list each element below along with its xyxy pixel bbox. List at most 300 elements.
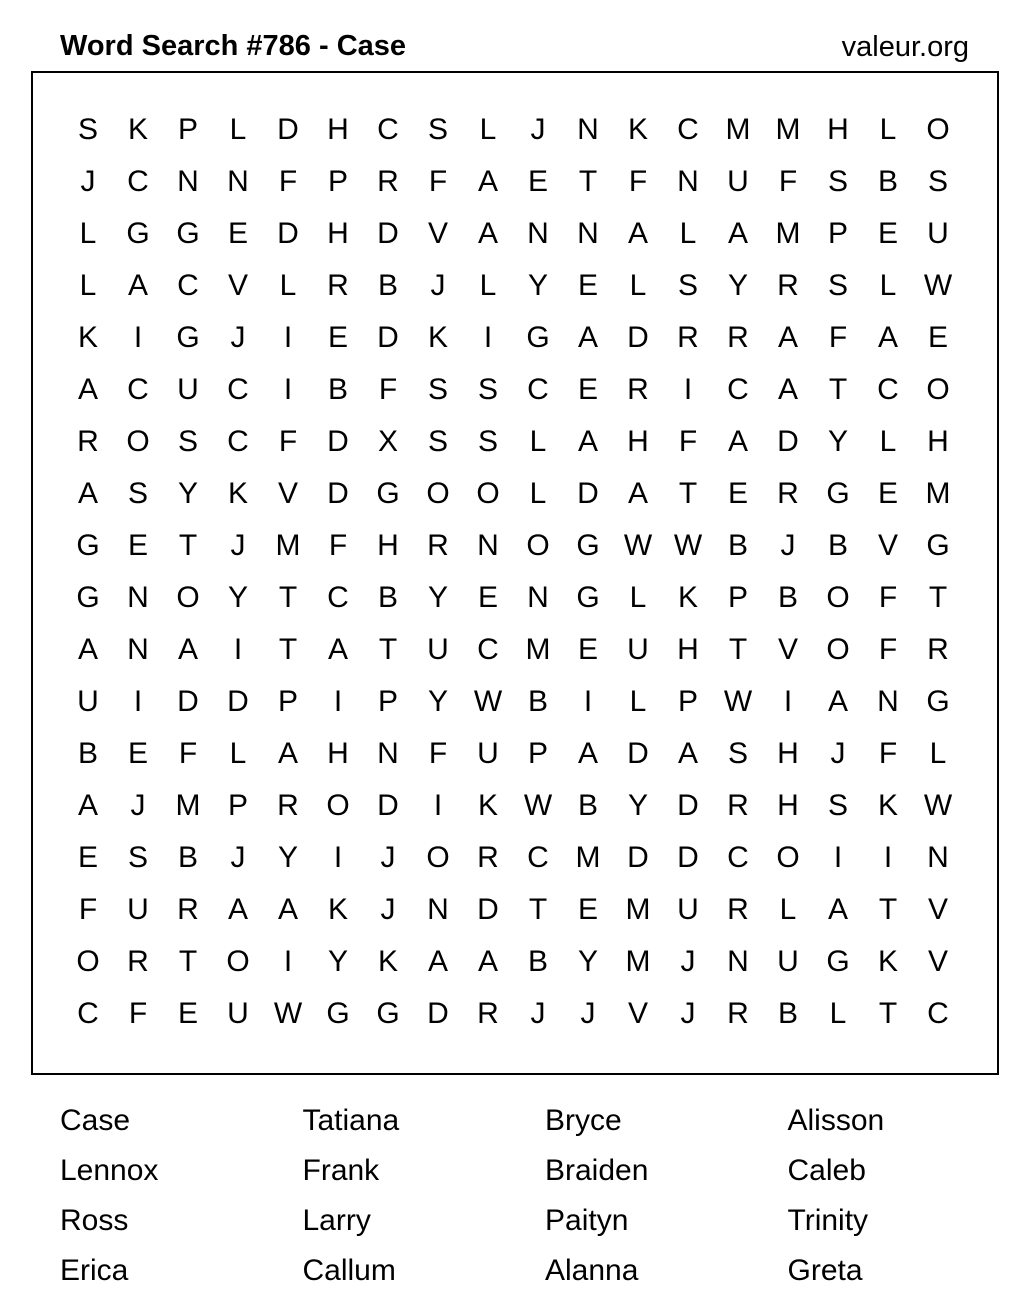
grid-letter[interactable]: O <box>426 477 450 510</box>
grid-letter[interactable]: F <box>428 737 448 770</box>
grid-letter[interactable]: A <box>477 945 498 978</box>
grid-letter[interactable]: A <box>777 321 798 354</box>
grid-letter[interactable]: E <box>127 529 148 562</box>
grid-letter[interactable]: S <box>427 373 448 406</box>
grid-letter[interactable]: W <box>473 685 503 718</box>
grid-letter[interactable]: O <box>126 425 150 458</box>
grid-letter[interactable]: I <box>833 841 843 874</box>
grid-letter[interactable]: I <box>233 633 243 666</box>
grid-letter[interactable]: W <box>623 529 653 562</box>
grid-letter[interactable]: T <box>828 373 848 406</box>
grid-letter[interactable]: O <box>926 373 950 406</box>
grid-letter[interactable]: Y <box>227 581 248 614</box>
grid-letter[interactable]: C <box>927 997 949 1030</box>
grid-letter[interactable]: T <box>278 581 298 614</box>
grid-letter[interactable]: B <box>327 373 348 406</box>
grid-letter[interactable]: F <box>828 321 848 354</box>
grid-letter[interactable]: L <box>229 737 247 770</box>
grid-letter[interactable]: Y <box>277 841 298 874</box>
grid-letter[interactable]: E <box>527 165 548 198</box>
grid-letter[interactable]: C <box>327 581 349 614</box>
grid-letter[interactable]: A <box>77 373 98 406</box>
grid-letter[interactable]: G <box>576 581 600 614</box>
grid-letter[interactable]: U <box>727 165 749 198</box>
grid-letter[interactable]: L <box>79 269 97 302</box>
grid-letter[interactable]: U <box>677 893 699 926</box>
grid-letter[interactable]: C <box>127 165 149 198</box>
grid-letter[interactable]: H <box>777 789 799 822</box>
grid-letter[interactable]: M <box>275 529 301 562</box>
grid-letter[interactable]: W <box>923 789 953 822</box>
grid-letter[interactable]: J <box>530 997 546 1030</box>
grid-letter[interactable]: K <box>677 581 698 614</box>
grid-letter[interactable]: J <box>230 841 246 874</box>
grid-letter[interactable]: E <box>877 477 898 510</box>
grid-letter[interactable]: K <box>477 789 498 822</box>
grid-letter[interactable]: G <box>826 945 850 978</box>
grid-letter[interactable]: G <box>576 529 600 562</box>
grid-letter[interactable]: F <box>678 425 698 458</box>
grid-letter[interactable]: A <box>127 269 148 302</box>
grid-letter[interactable]: A <box>877 321 898 354</box>
grid-letter[interactable]: S <box>827 165 848 198</box>
grid-letter[interactable]: C <box>527 373 549 406</box>
grid-letter[interactable]: I <box>783 685 793 718</box>
grid-letter[interactable]: F <box>428 165 448 198</box>
grid-letter[interactable]: R <box>727 893 749 926</box>
grid-letter[interactable]: L <box>779 893 797 926</box>
grid-letter[interactable]: T <box>178 945 198 978</box>
grid-letter[interactable]: N <box>577 217 599 250</box>
grid-letter[interactable]: P <box>677 685 698 718</box>
grid-letter[interactable]: D <box>677 789 699 822</box>
grid-letter[interactable]: B <box>777 997 798 1030</box>
grid-letter[interactable]: L <box>629 685 647 718</box>
grid-letter[interactable]: U <box>427 633 449 666</box>
grid-letter[interactable]: A <box>827 685 848 718</box>
grid-letter[interactable]: T <box>928 581 948 614</box>
grid-letter[interactable]: L <box>879 425 897 458</box>
grid-letter[interactable]: Y <box>427 581 448 614</box>
grid-letter[interactable]: W <box>723 685 753 718</box>
grid-letter[interactable]: R <box>727 997 749 1030</box>
grid-letter[interactable]: H <box>777 737 799 770</box>
grid-letter[interactable]: T <box>178 529 198 562</box>
grid-letter[interactable]: D <box>327 425 349 458</box>
grid-letter[interactable]: D <box>327 477 349 510</box>
grid-letter[interactable]: U <box>177 373 199 406</box>
grid-letter[interactable]: K <box>327 893 348 926</box>
grid-letter[interactable]: J <box>780 529 796 562</box>
grid-letter[interactable]: I <box>283 321 293 354</box>
grid-letter[interactable]: R <box>127 945 149 978</box>
grid-letter[interactable]: L <box>629 269 647 302</box>
grid-letter[interactable]: B <box>877 165 898 198</box>
grid-letter[interactable]: K <box>627 113 648 146</box>
grid-letter[interactable]: O <box>76 945 100 978</box>
grid-letter[interactable]: R <box>177 893 199 926</box>
grid-letter[interactable]: I <box>883 841 893 874</box>
grid-letter[interactable]: A <box>177 633 198 666</box>
grid-letter[interactable]: G <box>76 529 100 562</box>
grid-letter[interactable]: B <box>527 945 548 978</box>
grid-letter[interactable]: C <box>527 841 549 874</box>
grid-letter[interactable]: K <box>877 945 898 978</box>
grid-letter[interactable]: L <box>929 737 947 770</box>
grid-letter[interactable]: P <box>727 581 748 614</box>
grid-letter[interactable]: B <box>77 737 98 770</box>
grid-letter[interactable]: F <box>278 165 298 198</box>
grid-letter[interactable]: T <box>378 633 398 666</box>
grid-letter[interactable]: G <box>926 529 950 562</box>
grid-letter[interactable]: C <box>227 425 249 458</box>
grid-letter[interactable]: K <box>427 321 448 354</box>
grid-letter[interactable]: S <box>727 737 748 770</box>
grid-letter[interactable]: N <box>427 893 449 926</box>
grid-letter[interactable]: O <box>826 633 850 666</box>
grid-letter[interactable]: L <box>479 113 497 146</box>
grid-letter[interactable]: I <box>483 321 493 354</box>
grid-letter[interactable]: K <box>127 113 148 146</box>
grid-letter[interactable]: D <box>277 217 299 250</box>
grid-letter[interactable]: X <box>377 425 398 458</box>
grid-letter[interactable]: A <box>577 321 598 354</box>
grid-letter[interactable]: T <box>528 893 548 926</box>
grid-letter[interactable]: G <box>526 321 550 354</box>
grid-letter[interactable]: J <box>80 165 96 198</box>
grid-letter[interactable]: R <box>277 789 299 822</box>
grid-letter[interactable]: W <box>673 529 703 562</box>
grid-letter[interactable]: A <box>227 893 248 926</box>
grid-letter[interactable]: R <box>927 633 949 666</box>
grid-letter[interactable]: P <box>327 165 348 198</box>
grid-letter[interactable]: D <box>377 321 399 354</box>
grid-letter[interactable]: O <box>826 581 850 614</box>
grid-letter[interactable]: E <box>727 477 748 510</box>
grid-letter[interactable]: D <box>677 841 699 874</box>
grid-letter[interactable]: R <box>477 841 499 874</box>
grid-letter[interactable]: W <box>923 269 953 302</box>
grid-letter[interactable]: E <box>577 633 598 666</box>
grid-letter[interactable]: D <box>777 425 799 458</box>
grid-letter[interactable]: R <box>727 789 749 822</box>
grid-letter[interactable]: S <box>427 113 448 146</box>
grid-letter[interactable]: P <box>277 685 298 718</box>
grid-letter[interactable]: E <box>877 217 898 250</box>
grid-letter[interactable]: I <box>283 945 293 978</box>
grid-letter[interactable]: C <box>227 373 249 406</box>
grid-letter[interactable]: C <box>727 841 749 874</box>
grid-letter[interactable]: P <box>827 217 848 250</box>
grid-letter[interactable]: L <box>679 217 697 250</box>
grid-letter[interactable]: D <box>577 477 599 510</box>
grid-letter[interactable]: L <box>479 269 497 302</box>
grid-letter[interactable]: H <box>677 633 699 666</box>
grid-letter[interactable]: Y <box>327 945 348 978</box>
grid-letter[interactable]: O <box>776 841 800 874</box>
grid-letter[interactable]: A <box>477 165 498 198</box>
grid-letter[interactable]: R <box>727 321 749 354</box>
grid-letter[interactable]: F <box>378 373 398 406</box>
grid-letter[interactable]: A <box>627 477 648 510</box>
grid-letter[interactable]: L <box>629 581 647 614</box>
grid-letter[interactable]: P <box>527 737 548 770</box>
grid-letter[interactable]: E <box>77 841 98 874</box>
grid-letter[interactable]: D <box>627 321 649 354</box>
grid-letter[interactable]: Y <box>827 425 848 458</box>
grid-letter[interactable]: D <box>627 737 649 770</box>
grid-letter[interactable]: V <box>927 893 948 926</box>
grid-letter[interactable]: N <box>477 529 499 562</box>
grid-letter[interactable]: H <box>327 217 349 250</box>
grid-letter[interactable]: I <box>133 321 143 354</box>
grid-letter[interactable]: T <box>878 893 898 926</box>
grid-letter[interactable]: L <box>829 997 847 1030</box>
grid-letter[interactable]: V <box>627 997 648 1030</box>
grid-letter[interactable]: J <box>130 789 146 822</box>
grid-letter[interactable]: K <box>77 321 98 354</box>
grid-letter[interactable]: S <box>177 425 198 458</box>
grid-letter[interactable]: U <box>227 997 249 1030</box>
grid-letter[interactable]: K <box>227 477 248 510</box>
grid-letter[interactable]: S <box>927 165 948 198</box>
grid-letter[interactable]: U <box>777 945 799 978</box>
grid-letter[interactable]: T <box>678 477 698 510</box>
grid-letter[interactable]: T <box>728 633 748 666</box>
grid-letter[interactable]: B <box>577 789 598 822</box>
grid-letter[interactable]: D <box>377 217 399 250</box>
grid-letter[interactable]: F <box>278 425 298 458</box>
grid-letter[interactable]: E <box>227 217 248 250</box>
grid-letter[interactable]: A <box>477 217 498 250</box>
grid-letter[interactable]: D <box>227 685 249 718</box>
grid-letter[interactable]: D <box>627 841 649 874</box>
grid-letter[interactable]: G <box>126 217 150 250</box>
grid-letter[interactable]: N <box>927 841 949 874</box>
grid-letter[interactable]: Y <box>527 269 548 302</box>
grid-letter[interactable]: B <box>827 529 848 562</box>
grid-letter[interactable]: N <box>877 685 899 718</box>
grid-letter[interactable]: V <box>927 945 948 978</box>
grid-letter[interactable]: L <box>79 217 97 250</box>
grid-letter[interactable]: J <box>380 893 396 926</box>
grid-letter[interactable]: A <box>577 737 598 770</box>
grid-letter[interactable]: W <box>523 789 553 822</box>
grid-letter[interactable]: E <box>577 373 598 406</box>
grid-letter[interactable]: J <box>230 321 246 354</box>
grid-letter[interactable]: H <box>827 113 849 146</box>
grid-letter[interactable]: C <box>727 373 749 406</box>
grid-letter[interactable]: K <box>377 945 398 978</box>
grid-letter[interactable]: R <box>327 269 349 302</box>
grid-letter[interactable]: F <box>878 633 898 666</box>
grid-letter[interactable]: G <box>176 217 200 250</box>
grid-letter[interactable]: G <box>76 581 100 614</box>
grid-letter[interactable]: F <box>178 737 198 770</box>
grid-letter[interactable]: E <box>177 997 198 1030</box>
grid-letter[interactable]: A <box>727 217 748 250</box>
grid-letter[interactable]: C <box>127 373 149 406</box>
grid-letter[interactable]: I <box>433 789 443 822</box>
grid-letter[interactable]: S <box>477 425 498 458</box>
grid-letter[interactable]: I <box>333 685 343 718</box>
grid-letter[interactable]: L <box>879 269 897 302</box>
grid-letter[interactable]: R <box>477 997 499 1030</box>
grid-letter[interactable]: H <box>377 529 399 562</box>
grid-letter[interactable]: B <box>777 581 798 614</box>
grid-letter[interactable]: N <box>727 945 749 978</box>
grid-letter[interactable]: J <box>830 737 846 770</box>
grid-letter[interactable]: V <box>277 477 298 510</box>
grid-letter[interactable]: S <box>427 425 448 458</box>
grid-letter[interactable]: M <box>725 113 751 146</box>
grid-letter[interactable]: F <box>878 581 898 614</box>
grid-letter[interactable]: O <box>176 581 200 614</box>
grid-letter[interactable]: E <box>127 737 148 770</box>
grid-letter[interactable]: A <box>277 893 298 926</box>
grid-letter[interactable]: F <box>778 165 798 198</box>
grid-letter[interactable]: R <box>777 477 799 510</box>
grid-letter[interactable]: S <box>677 269 698 302</box>
grid-letter[interactable]: L <box>879 113 897 146</box>
grid-letter[interactable]: D <box>377 789 399 822</box>
grid-letter[interactable]: A <box>577 425 598 458</box>
grid-letter[interactable]: T <box>878 997 898 1030</box>
grid-letter[interactable]: N <box>527 217 549 250</box>
grid-letter[interactable]: Y <box>177 477 198 510</box>
grid-letter[interactable]: O <box>476 477 500 510</box>
grid-letter[interactable]: N <box>377 737 399 770</box>
grid-letter[interactable]: R <box>427 529 449 562</box>
grid-letter[interactable]: F <box>78 893 98 926</box>
grid-letter[interactable]: I <box>133 685 143 718</box>
grid-letter[interactable]: Y <box>727 269 748 302</box>
grid-letter[interactable]: F <box>128 997 148 1030</box>
grid-letter[interactable]: M <box>925 477 951 510</box>
grid-letter[interactable]: H <box>927 425 949 458</box>
grid-letter[interactable]: M <box>525 633 551 666</box>
grid-letter[interactable]: M <box>625 945 651 978</box>
grid-letter[interactable]: U <box>77 685 99 718</box>
grid-letter[interactable]: P <box>227 789 248 822</box>
grid-letter[interactable]: K <box>877 789 898 822</box>
grid-letter[interactable]: P <box>377 685 398 718</box>
grid-letter[interactable]: D <box>477 893 499 926</box>
grid-letter[interactable]: R <box>677 321 699 354</box>
grid-letter[interactable]: N <box>227 165 249 198</box>
grid-letter[interactable]: U <box>127 893 149 926</box>
grid-letter[interactable]: N <box>677 165 699 198</box>
grid-letter[interactable]: S <box>127 477 148 510</box>
grid-letter[interactable]: M <box>175 789 201 822</box>
grid-letter[interactable]: C <box>877 373 899 406</box>
grid-letter[interactable]: Y <box>627 789 648 822</box>
grid-letter[interactable]: B <box>377 269 398 302</box>
grid-letter[interactable]: S <box>477 373 498 406</box>
grid-letter[interactable]: A <box>677 737 698 770</box>
grid-letter[interactable]: N <box>577 113 599 146</box>
grid-letter[interactable]: V <box>427 217 448 250</box>
grid-letter[interactable]: E <box>327 321 348 354</box>
grid-letter[interactable]: A <box>777 373 798 406</box>
grid-letter[interactable]: C <box>477 633 499 666</box>
grid-letter[interactable]: D <box>177 685 199 718</box>
grid-letter[interactable]: G <box>326 997 350 1030</box>
grid-letter[interactable]: J <box>380 841 396 874</box>
grid-letter[interactable]: I <box>583 685 593 718</box>
grid-letter[interactable]: A <box>277 737 298 770</box>
grid-letter[interactable]: A <box>427 945 448 978</box>
grid-letter[interactable]: C <box>77 997 99 1030</box>
grid-letter[interactable]: J <box>580 997 596 1030</box>
grid-letter[interactable]: S <box>127 841 148 874</box>
grid-letter[interactable]: F <box>328 529 348 562</box>
grid-letter[interactable]: E <box>927 321 948 354</box>
grid-letter[interactable]: R <box>627 373 649 406</box>
grid-letter[interactable]: B <box>377 581 398 614</box>
grid-letter[interactable]: C <box>677 113 699 146</box>
grid-letter[interactable]: A <box>77 789 98 822</box>
grid-letter[interactable]: B <box>527 685 548 718</box>
grid-letter[interactable]: A <box>827 893 848 926</box>
grid-letter[interactable]: F <box>628 165 648 198</box>
grid-letter[interactable]: J <box>680 997 696 1030</box>
grid-letter[interactable]: L <box>279 269 297 302</box>
grid-letter[interactable]: A <box>77 633 98 666</box>
grid-letter[interactable]: N <box>127 581 149 614</box>
grid-letter[interactable]: D <box>427 997 449 1030</box>
grid-letter[interactable]: G <box>376 997 400 1030</box>
grid-letter[interactable]: N <box>527 581 549 614</box>
grid-letter[interactable]: J <box>680 945 696 978</box>
grid-letter[interactable]: V <box>227 269 248 302</box>
grid-letter[interactable]: N <box>127 633 149 666</box>
grid-letter[interactable]: T <box>278 633 298 666</box>
grid-letter[interactable]: U <box>627 633 649 666</box>
grid-letter[interactable]: I <box>283 373 293 406</box>
grid-letter[interactable]: S <box>827 789 848 822</box>
grid-letter[interactable]: A <box>77 477 98 510</box>
grid-letter[interactable]: O <box>426 841 450 874</box>
grid-letter[interactable]: L <box>229 113 247 146</box>
grid-letter[interactable]: O <box>226 945 250 978</box>
grid-letter[interactable]: C <box>177 269 199 302</box>
grid-letter[interactable]: L <box>529 425 547 458</box>
grid-letter[interactable]: I <box>333 841 343 874</box>
grid-letter[interactable]: N <box>177 165 199 198</box>
grid-letter[interactable]: A <box>627 217 648 250</box>
grid-letter[interactable]: A <box>727 425 748 458</box>
grid-letter[interactable]: B <box>727 529 748 562</box>
grid-letter[interactable]: T <box>578 165 598 198</box>
grid-letter[interactable]: S <box>827 269 848 302</box>
grid-letter[interactable]: V <box>777 633 798 666</box>
grid-letter[interactable]: G <box>376 477 400 510</box>
grid-letter[interactable]: A <box>327 633 348 666</box>
grid-letter[interactable]: L <box>529 477 547 510</box>
grid-letter[interactable]: R <box>377 165 399 198</box>
grid-letter[interactable]: S <box>77 113 98 146</box>
grid-letter[interactable]: G <box>176 321 200 354</box>
grid-letter[interactable]: V <box>877 529 898 562</box>
grid-letter[interactable]: J <box>530 113 546 146</box>
grid-letter[interactable]: M <box>575 841 601 874</box>
grid-letter[interactable]: E <box>577 269 598 302</box>
grid-letter[interactable]: W <box>273 997 303 1030</box>
grid-letter[interactable]: E <box>577 893 598 926</box>
grid-letter[interactable]: J <box>230 529 246 562</box>
grid-letter[interactable]: J <box>430 269 446 302</box>
